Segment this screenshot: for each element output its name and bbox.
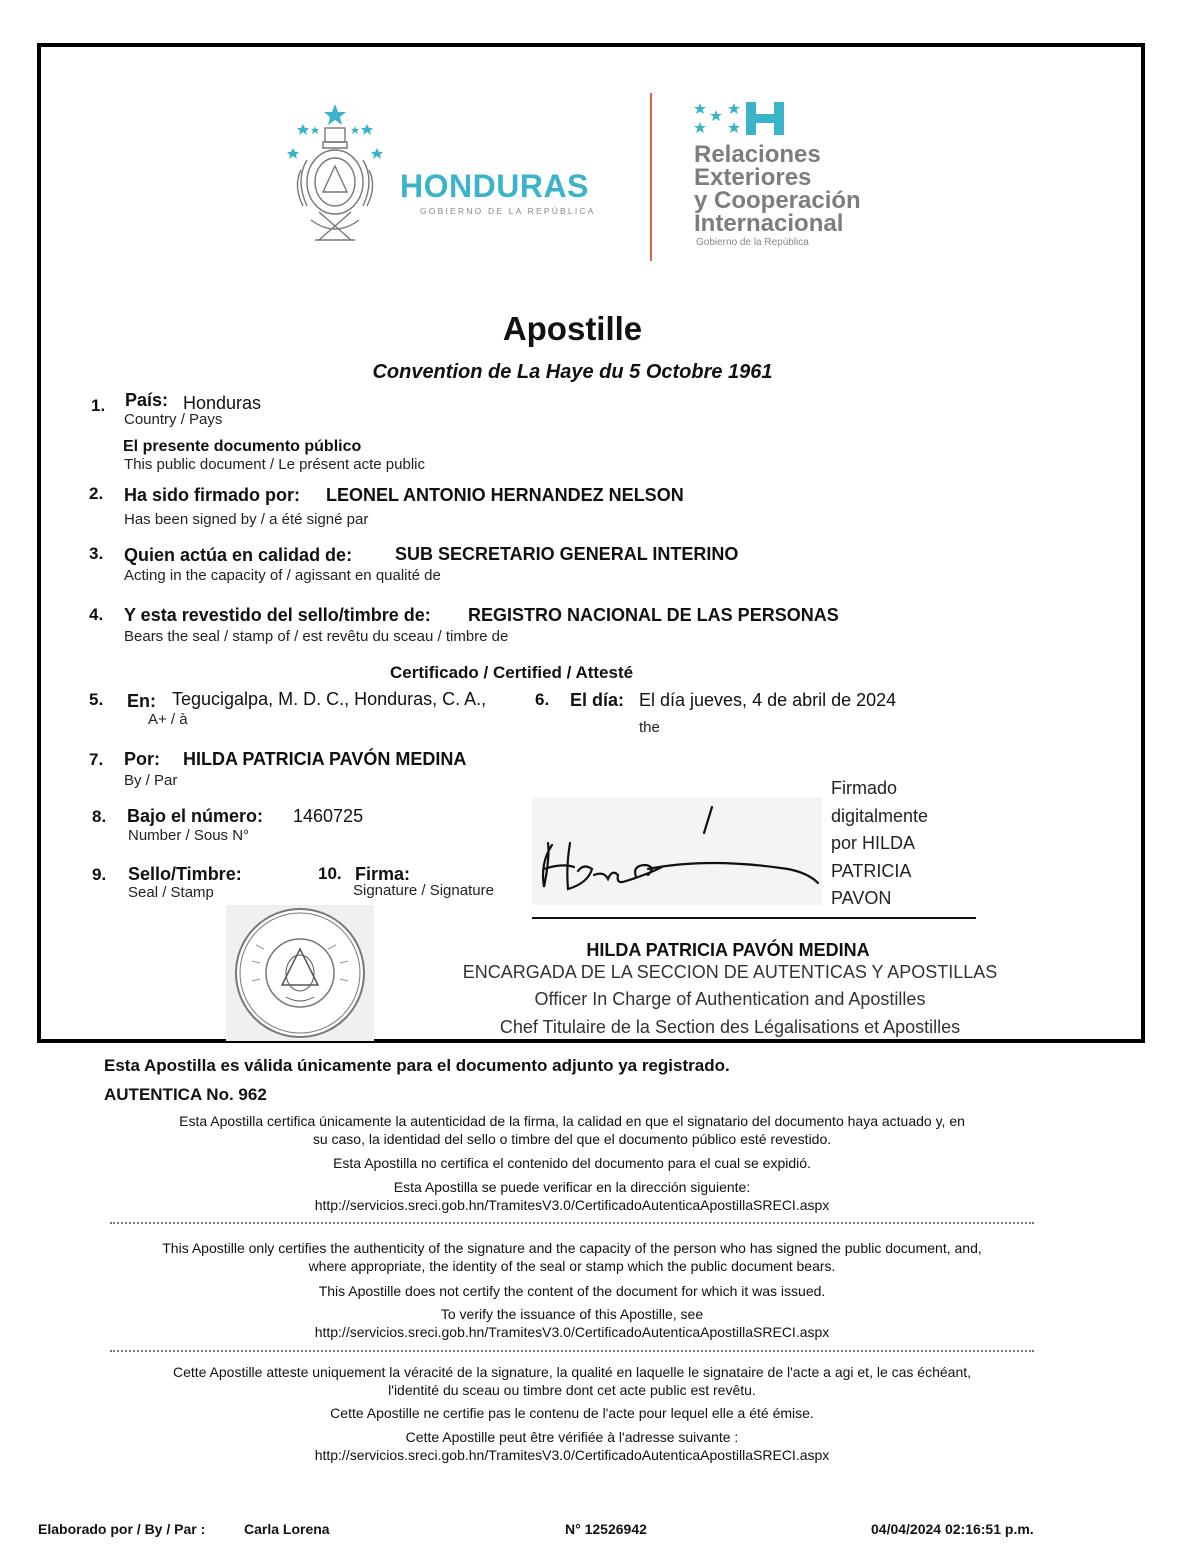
field-2-number: 2. — [89, 484, 104, 503]
field-9-number: 9. — [92, 865, 107, 884]
field-7-sub: By / Par — [124, 772, 178, 789]
field-6-sub: the — [639, 719, 660, 736]
dotted-divider — [110, 1350, 1034, 1352]
note-es-p1: Esta Apostilla certifica únicamente la autenticidad de la firma, la calidad en que el signatario del documento haya actuado y, en su caso, la identidad del sello o timbre del que el documento público esté revestido. — [179, 1113, 965, 1147]
note-fr-p2: Cette Apostille ne certifie pas le contenu de l'acte pour lequel elle a été émise. — [330, 1405, 814, 1421]
note-fr-p3: Cette Apostille peut être vérifiée à l'adresse suivante : — [405, 1429, 739, 1445]
field-7-value: HILDA PATRICIA PAVÓN MEDINA — [183, 749, 467, 769]
page-title: Apostille — [502, 310, 643, 347]
note-es-p3: Esta Apostilla se puede verificar en la dirección siguiente: — [393, 1179, 751, 1195]
field-4-value: REGISTRO NACIONAL DE LAS PERSONAS — [468, 605, 839, 625]
field-6-number: 6. — [535, 690, 550, 709]
header-divider — [650, 93, 652, 261]
certified-heading: Certificado / Certified / Attesté — [390, 663, 634, 682]
footer-prepared-name: Carla Lorena — [244, 1521, 330, 1537]
doc-sub: This public document / Le présent acte public — [124, 456, 426, 473]
note-fr-url[interactable]: http://servicios.sreci.gob.hn/TramitesV3.0/CertificadoAutenticaApostillaSRECI.aspx — [314, 1447, 830, 1463]
note-en-p2: This Apostille does not certify the content of the document for which it was issued. — [318, 1283, 826, 1299]
official-seal — [226, 905, 374, 1041]
field-6-label: El día: — [570, 690, 625, 710]
field-8-sub: Number / Sous N° — [128, 827, 250, 844]
signer-role-es: ENCARGADA DE LA SECCION DE AUTENTICAS Y APOSTILLAS — [462, 962, 998, 982]
field-2-value: LEONEL ANTONIO HERNANDEZ NELSON — [326, 485, 684, 505]
field-1-value: Honduras — [183, 393, 262, 413]
field-5-number: 5. — [89, 690, 104, 709]
digital-signature-text: Firmado digitalmente por HILDA PATRICIA PAVON — [831, 778, 929, 908]
field-5-label: En: — [127, 691, 156, 711]
doc-label: El presente documento público — [123, 438, 362, 455]
field-3-label: Quien actúa en calidad de: — [124, 545, 353, 565]
field-2-sub: Has been signed by / a été signé par — [124, 511, 369, 528]
dotted-divider — [110, 1222, 1034, 1224]
field-8-value: 1460725 — [293, 806, 364, 826]
gov-wordmark: HONDURAS — [400, 168, 589, 204]
field-1-label: País: — [125, 390, 169, 410]
field-4-number: 4. — [89, 605, 104, 624]
field-3-number: 3. — [89, 544, 104, 563]
field-4-sub: Bears the seal / stamp of / est revêtu du sceau / timbre de — [124, 628, 509, 645]
note-es-url[interactable]: http://servicios.sreci.gob.hn/TramitesV3.0/CertificadoAutenticaApostillaSRECI.aspx — [314, 1197, 830, 1213]
field-6-value: El día jueves, 4 de abril de 2024 — [639, 690, 897, 710]
autentica-number: AUTENTICA No. 962 — [104, 1085, 267, 1104]
field-10-label: Firma: — [355, 864, 411, 884]
note-es-p2: Esta Apostilla no certifica el contenido del documento para el cual se expidió. — [333, 1155, 811, 1171]
field-2-label: Ha sido firmado por: — [124, 485, 301, 505]
field-7-number: 7. — [89, 750, 104, 769]
field-9-label: Sello/Timbre: — [128, 864, 242, 884]
coat-of-arms-logo — [285, 100, 385, 250]
footer-prepared-label: Elaborado por / By / Par : — [38, 1521, 206, 1537]
ministry-name: Relaciones Exteriores y Cooperación Internacional — [694, 141, 861, 237]
ministry-sub: Gobierno de la República — [696, 237, 809, 248]
handwritten-signature — [532, 797, 822, 905]
field-10-number: 10. — [318, 864, 342, 883]
gov-wordmark-sub: GOBIERNO DE LA REPÚBLICA — [420, 206, 596, 216]
note-fr-p1: Cette Apostille atteste uniquement la véracité de la signature, la qualité en laquelle le signataire de l'acte a agi et, le cas échéant, l'identité du sceau ou timbre dont cet acte public est revêtu. — [172, 1364, 972, 1398]
field-8-label: Bajo el número: — [127, 806, 264, 826]
note-en-p1: This Apostille only certifies the authenticity of the signature and the capacity of the person who has signed the public document, and, where appropriate, the identity of the seal or stamp which the public document bears. — [162, 1240, 982, 1274]
field-9-sub: Seal / Stamp — [128, 884, 214, 901]
field-10-sub: Signature / Signature — [353, 882, 494, 899]
validity-statement: Esta Apostilla es válida únicamente para el documento adjunto ya registrado. — [104, 1056, 730, 1075]
field-3-sub: Acting in the capacity of / agissant en qualité de — [124, 567, 441, 584]
footer-datetime: 04/04/2024 02:16:51 p.m. — [871, 1521, 1034, 1537]
field-1-number: 1. — [91, 396, 106, 415]
field-4-label: Y esta revestido del sello/timbre de: — [124, 605, 431, 625]
field-8-number: 8. — [92, 807, 107, 826]
footer-number: N° 12526942 — [565, 1521, 647, 1537]
field-3-value: SUB SECRETARIO GENERAL INTERINO — [395, 544, 739, 564]
field-5-value: Tegucigalpa, M. D. C., Honduras, C. A., — [172, 689, 487, 709]
note-en-url[interactable]: http://servicios.sreci.gob.hn/TramitesV3.0/CertificadoAutenticaApostillaSRECI.aspx — [314, 1324, 830, 1340]
signer-role-en: Officer In Charge of Authentication and Apostilles — [534, 989, 926, 1009]
signer-name: HILDA PATRICIA PAVÓN MEDINA — [586, 940, 870, 960]
page-subtitle: Convention de La Haye du 5 Octobre 1961 — [372, 361, 773, 383]
field-7-label: Por: — [124, 749, 160, 769]
field-5-sub: A+ / à — [148, 711, 188, 728]
note-en-p3: To verify the issuance of this Apostille, see — [440, 1306, 704, 1322]
signature-line — [532, 917, 976, 919]
field-1-sub: Country / Pays — [124, 411, 223, 428]
signer-role-fr: Chef Titulaire de la Section des Légalisations et Apostilles — [499, 1017, 961, 1037]
ministry-h-logo — [694, 100, 794, 140]
